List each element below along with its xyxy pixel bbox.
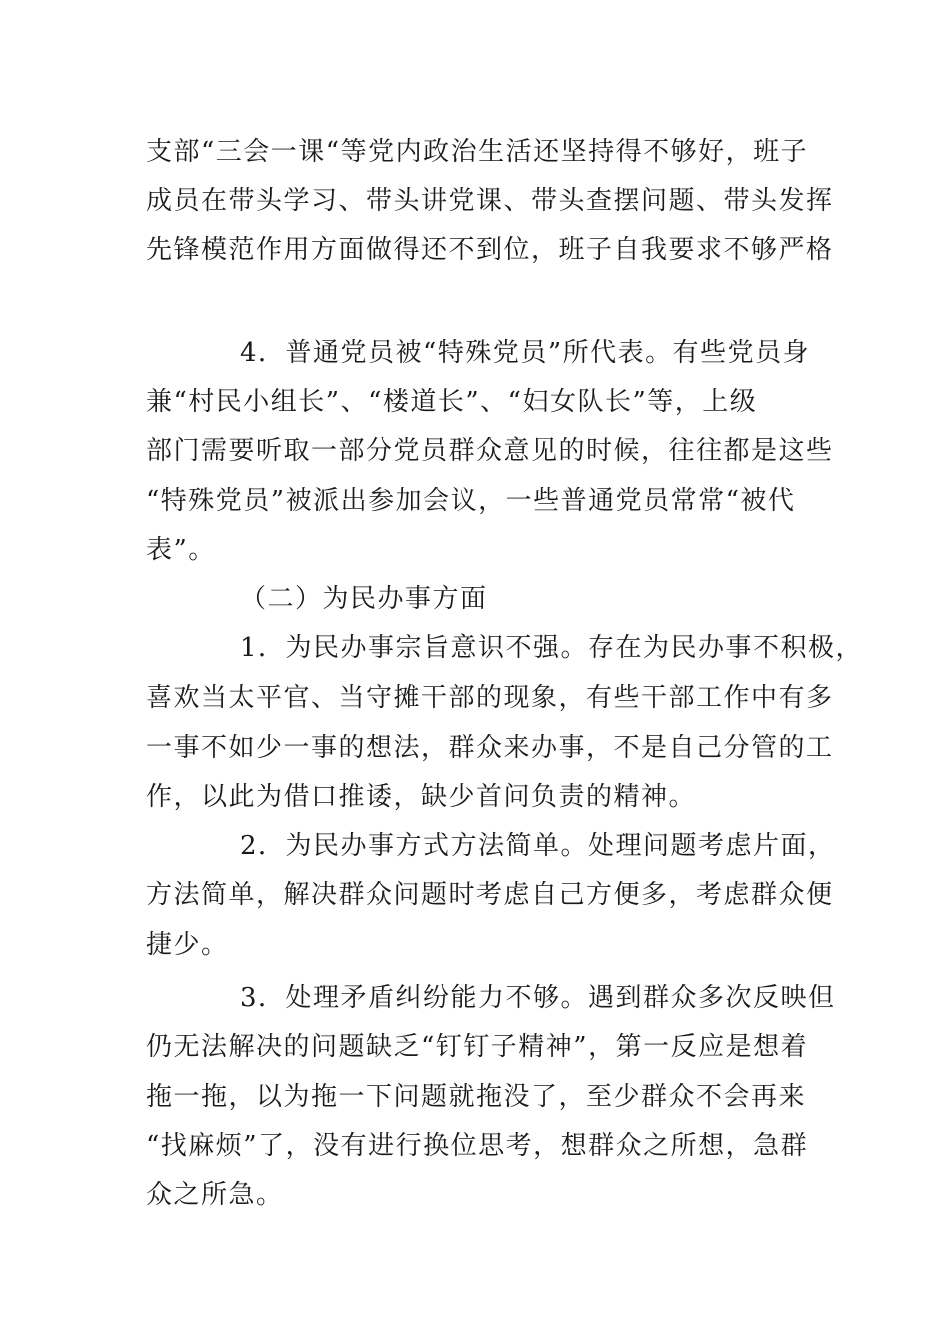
paragraph-line: 1．为民办事宗旨意识不强。存在为民办事不积极，: [240, 633, 864, 663]
paragraph-line: “特殊党员”被派出参加会议，一些普通党员常常“被代: [146, 486, 796, 516]
paragraph-line: 捷少。: [146, 930, 229, 960]
paragraph-line: 仍无法解决的问题缺乏“钉钉子精神”，第一反应是想着: [146, 1032, 809, 1062]
paragraph-line: 3．处理矛盾纠纷能力不够。遇到群众多次反映但: [240, 983, 836, 1013]
paragraph-line: 喜欢当太平官、当守摊干部的现象，有些干部工作中有多: [146, 683, 834, 713]
section-heading: （二）为民办事方面: [240, 584, 488, 614]
paragraph-line: 拖一拖，以为拖一下问题就拖没了，至少群众不会再来: [146, 1082, 807, 1112]
paragraph-line: 支部“三会一课“等党内政治生活还坚持得不够好，班子: [146, 137, 809, 167]
paragraph-line: 先锋模范作用方面做得还不到位，班子自我要求不够严格: [146, 235, 834, 265]
paragraph-line: 成员在带头学习、带头讲党课、带头查摆问题、带头发挥: [146, 186, 834, 216]
paragraph-line: 部门需要听取一部分党员群众意见的时候，往往都是这些: [146, 436, 834, 466]
paragraph-line: 2．为民办事方式方法简单。处理问题考虑片面，: [240, 831, 836, 861]
paragraph-line: 作，以此为借口推诿，缺少首问负责的精神。: [146, 782, 697, 812]
paragraph-line: 表”。: [146, 535, 216, 565]
paragraph-line: 方法简单，解决群众问题时考虑自己方便多，考虑群众便: [146, 880, 834, 910]
paragraph-line: 兼“村民小组长”、“楼道长”、“妇女队长”等，上级: [146, 387, 758, 417]
paragraph-line: “找麻烦”了，没有进行换位思考，想群众之所想，急群: [146, 1131, 809, 1161]
paragraph-line: 一事不如少一事的想法，群众来办事，不是自己分管的工: [146, 733, 834, 763]
paragraph-line: 众之所急。: [146, 1180, 284, 1210]
paragraph-line: 4．普通党员被“特殊党员”所代表。有些党员身: [240, 338, 811, 368]
